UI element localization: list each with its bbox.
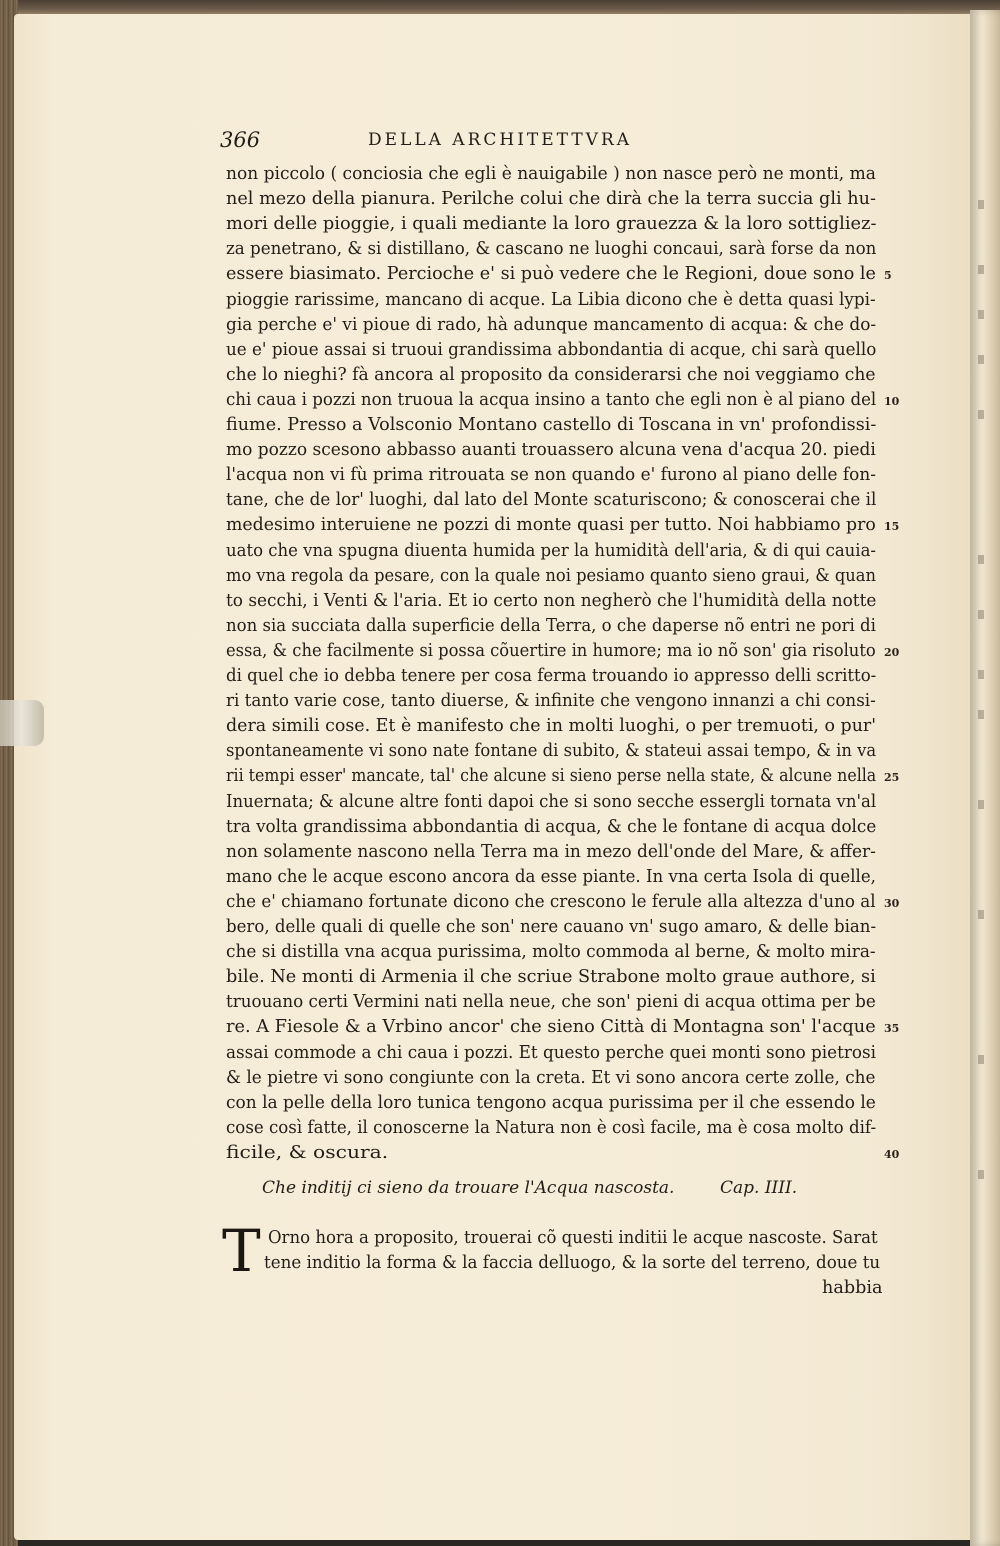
page-header	[220, 128, 880, 158]
body-text-line: spontaneamente vi sono nate fontane di subito, & stateui assai tempo, & in va	[226, 741, 877, 762]
facing-page-glyph	[978, 1170, 984, 1179]
facing-page-glyph	[978, 410, 984, 419]
body-text-line: rii tempi esser' mancate, tal' che alcune si sieno perse nella state, & alcune nella	[226, 766, 877, 787]
body-text-line: che e' chiamano fortunate dicono che crescono le ferule alla altezza d'uno al	[226, 891, 876, 912]
body-text-line: nel mezo della pianura. Perilche colui che dirà che la terra succia gli hu-	[226, 189, 876, 210]
body-text-line: essa, & che facilmente si possa cõuertire in humore; ma io nõ son' gia risoluto	[226, 640, 876, 661]
body-text-line: tra volta grandissima abbondantia di acqua, & che le fontane di acqua dolce	[226, 816, 877, 837]
body-text-line: truouano certi Vermini nati nella neue, che son' pieni di acqua ottima per be	[226, 992, 876, 1013]
body-text-line: che si distilla vna acqua purissima, molto commoda al berne, & molto mira-	[226, 942, 876, 963]
body-text-line: che lo nieghi? fà ancora al proposito da considerarsi che noi veggiamo che	[226, 364, 876, 385]
line-number-marker: 30	[884, 896, 900, 910]
line-number-marker: 35	[884, 1022, 900, 1036]
page-number: 366	[220, 128, 261, 152]
body-text-line: chi caua i pozzi non truoua la acqua insino a tanto che egli non è al piano del	[226, 389, 877, 410]
body-text-line: mori delle pioggie, i quali mediante la loro grauezza & la loro sottigliez-	[226, 214, 877, 235]
body-text-line: gia perche e' vi pioue di rado, hà adunque mancamento di acqua: & che do-	[226, 314, 877, 335]
drop-cap-initial: T	[222, 1217, 261, 1285]
facing-page-edge	[970, 10, 1000, 1546]
body-text-line: bero, delle quali di quelle che son' nere cauano vn' sugo amaro, & delle bian-	[226, 917, 877, 937]
body-text-line: fiume. Presso a Volsconio Montano castello di Toscana in vn' profondissi-	[226, 415, 877, 435]
facing-page-glyph	[978, 670, 984, 679]
line-number-marker: 25	[884, 771, 900, 785]
body-text-line: dera simili cose. Et è manifesto che in molti luoghi, o per tremuoti, o pur'	[226, 716, 877, 737]
body-text-line: & le pietre vi sono congiunte con la creta. Et vi sono ancora certe zolle, che	[226, 1067, 876, 1088]
facing-page-glyph	[978, 555, 984, 564]
facing-page-glyph	[978, 310, 984, 319]
body-text-line: za penetrano, & si distillano, & cascano ne luoghi concaui, sarà forse da non	[226, 239, 877, 260]
body-text-line: Inuernata; & alcune altre fonti dapoi che si sono secche essergli tornata vn'al	[226, 791, 877, 812]
facing-page-glyph	[978, 910, 984, 919]
line-number-marker: 20	[884, 645, 900, 659]
body-text-line: re. A Fiesole & a Vrbino ancor' che sieno Città di Montagna son' l'acque	[226, 1017, 876, 1038]
body-text-line: to secchi, i Venti & l'aria. Et io certo non negherò che l'humidità della notte	[226, 590, 877, 611]
line-number-marker: 10	[884, 394, 900, 408]
line-number-marker: 15	[884, 520, 900, 534]
facing-page-glyph	[978, 710, 984, 719]
catchword: habbia	[822, 1278, 883, 1298]
chapter-number: Cap. IIII.	[720, 1178, 798, 1198]
body-text-line: ue e' pioue assai si truoui grandissima abbondantia di acque, chi sarà quello	[226, 339, 877, 360]
body-text-line: l'acqua non vi fù prima ritrouata se non quando e' furono al piano delle fon-	[226, 465, 876, 486]
body-text-line: di quel che io debba tenere per cosa ferma trouando io appresso delli scritto-	[226, 666, 877, 686]
running-head: DELLA ARCHITETTVRA	[368, 130, 633, 150]
chapter-heading: Che inditij ci sieno da trouare l'Acqua nascosta.	[262, 1178, 675, 1198]
body-text-line: con la pelle della loro tunica tengono acqua purissima per il che essendo le	[226, 1092, 876, 1113]
page-clip	[0, 700, 44, 746]
body-text-line: mo pozzo scesono abbasso auanti trouassero alcuna vena d'acqua 20. piedi	[226, 440, 876, 461]
line-number-marker: 5	[884, 269, 892, 283]
body-text-line: non solamente nascono nella Terra ma in mezo dell'onde del Mare, & affer-	[226, 841, 876, 862]
facing-page-glyph	[978, 1055, 984, 1064]
body-text-line: tane, che de lor' luoghi, dal lato del Monte scaturiscono; & conoscerai che il	[226, 490, 877, 511]
facing-page-glyph	[978, 200, 984, 209]
body-text-line: essere biasimato. Percioche e' si può vedere che le Regioni, doue sono le	[226, 264, 876, 285]
facing-page-glyph	[978, 265, 984, 274]
line-number-marker: 40	[884, 1147, 900, 1161]
body-text-line: assai commode a chi caua i pozzi. Et questo perche quei monti sono pietrosi	[226, 1042, 876, 1063]
body-text-line: non sia succiata dalla superficie della Terra, o che daperse nõ entri ne pori di	[226, 615, 876, 636]
facing-page-glyph	[978, 610, 984, 619]
body-text-line: non piccolo ( conciosia che egli è nauigabile ) non nasce però ne monti, ma	[226, 164, 876, 184]
facing-page-glyph	[978, 800, 984, 809]
body-text-line: bile. Ne monti di Armenia il che scriue Strabone molto graue authore, si	[226, 967, 876, 988]
chapter-text-line: Orno hora a proposito, trouerai cõ questi inditii le acque nascoste. Sarat	[268, 1228, 878, 1248]
facing-page-glyph	[978, 355, 984, 364]
body-text-line: ri tanto varie cose, tanto diuerse, & infinite che vengono innanzi a chi consi-	[226, 691, 876, 712]
body-text-line: cose così fatte, il conoscerne la Natura non è così facile, ma è cosa molto dif-	[226, 1117, 877, 1138]
body-text-line: mano che le acque escono ancora da esse piante. In vna certa Isola di quelle,	[226, 866, 876, 887]
chapter-text-line: tene inditio la forma & la faccia delluogo, & la sorte del terreno, doue tu	[264, 1253, 881, 1273]
body-text-line: ficile, & oscura.	[226, 1142, 389, 1163]
body-text-line: medesimo interuiene ne pozzi di monte quasi per tutto. Noi habbiamo pro	[226, 515, 876, 536]
body-text-line: uato che vna spugna diuenta humida per la humidità dell'aria, & di qui cauia-	[226, 540, 876, 561]
body-text-line: pioggie rarissime, mancano di acque. La Libia dicono che è detta quasi lypi-	[226, 289, 876, 310]
body-text-line: mo vna regola da pesare, con la quale noi pesiamo quanto sieno graui, & quan	[226, 565, 876, 586]
